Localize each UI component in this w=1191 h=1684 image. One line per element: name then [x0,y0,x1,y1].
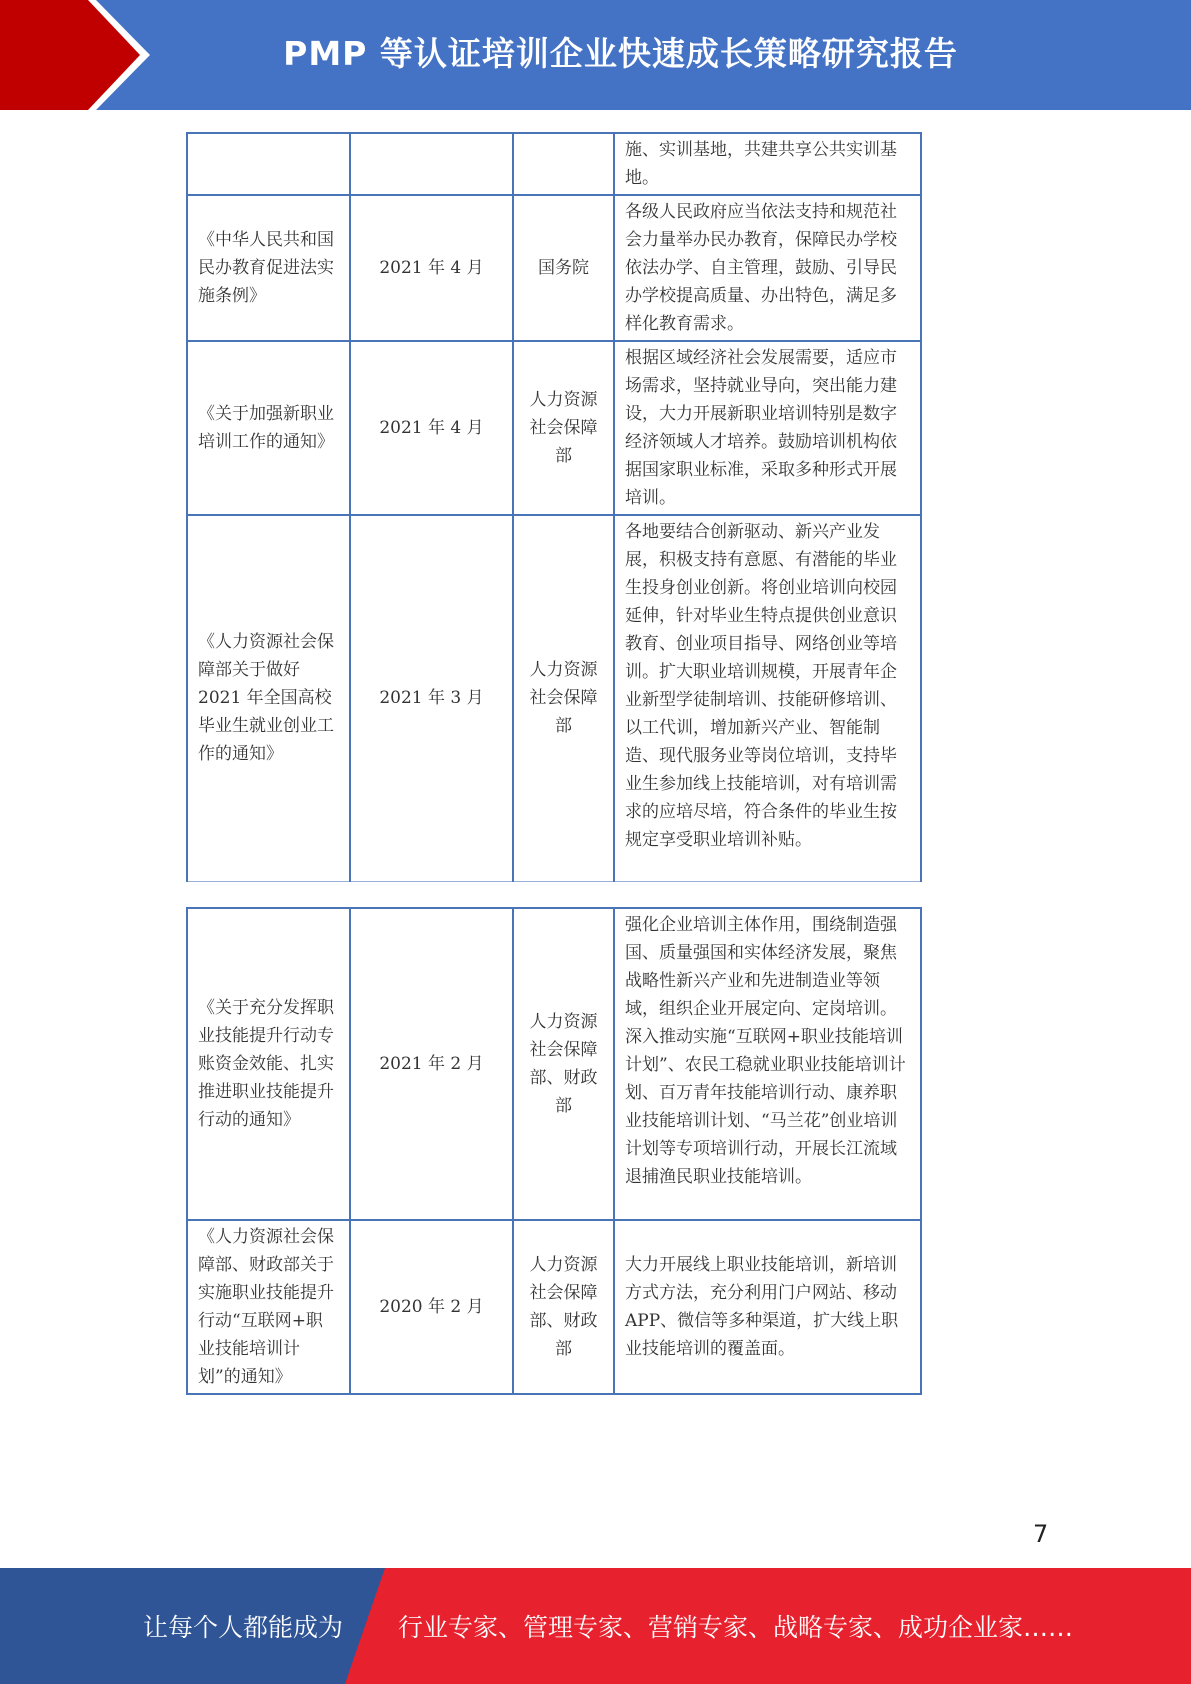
policy-dept-cell: 人力资源社会保障部、财政部 [513,1220,614,1394]
policy-name-cell: 《人力资源社会保障部、财政部关于实施职业技能提升行动“互联网+职业技能培训计划”的通知》 [187,1220,350,1394]
policy-dept-cell: 人力资源社会保障部 [513,515,614,881]
table-row [187,515,921,881]
footer-slogan-right: 行业专家、管理专家、营销专家、战略专家、成功企业家…… [398,1613,1074,1642]
policy-dept-cell: 国务院 [513,195,614,341]
policy-content-cell: 各级人民政府应当依法支持和规范社会力量举办民办教育，保障民办学校依法办学、自主管理，鼓励、引导民办学校提高质量、办出特色，满足多样化教育需求。 [614,195,921,341]
policy-date-cell: 2021 年 3 月 [350,515,513,881]
table-row [187,195,921,341]
policy-content-cell: 强化企业培训主体作用，围绕制造强国、质量强国和实体经济发展，聚焦战略性新兴产业和先进制造业等领域，组织企业开展定向、定岗培训。深入推动实施“互联网+职业技能培训计划”、农民工稳就业职业技能培训计划、百万青年技能培训行动、康养职业技能培训计划、“马兰花”创业培训计划等专项培训行动，开展长江流域退捕渔民职业技能培训。 [614,908,921,1220]
header-chevron-icon [0,0,140,110]
policy-table [186,907,922,1395]
footer-slogan-left: 让每个人都能成为 [143,1613,344,1642]
policy-table-continued [186,132,922,882]
table-row [187,133,921,195]
page-number: 7 [1033,1520,1049,1548]
table-row [187,908,921,1220]
policy-content-cell: 施、实训基地，共建共享公共实训基地。 [614,133,921,195]
policy-date-cell: 2020 年 2 月 [350,1220,513,1394]
policy-date-cell [350,133,513,195]
policy-date-cell: 2021 年 2 月 [350,908,513,1220]
policy-name-cell: 《关于加强新职业培训工作的通知》 [187,341,350,515]
table-row [187,341,921,515]
policy-dept-cell: 人力资源社会保障部 [513,341,614,515]
policy-date-cell: 2021 年 4 月 [350,195,513,341]
policy-dept-cell: 人力资源社会保障部、财政部 [513,908,614,1220]
page-header [0,0,1191,110]
header-title: PMP 等认证培训企业快速成长策略研究报告 [283,34,958,73]
policy-dept-cell [513,133,614,195]
policy-name-cell: 《中华人民共和国民办教育促进法实施条例》 [187,195,350,341]
policy-content-cell: 根据区域经济社会发展需要，适应市场需求，坚持就业导向，突出能力建设，大力开展新职业培训特别是数字经济领域人才培养。鼓励培训机构依据国家职业标准，采取多种形式开展培训。 [614,341,921,515]
policy-name-cell [187,133,350,195]
policy-name-cell: 《关于充分发挥职业技能提升行动专账资金效能、扎实推进职业技能提升行动的通知》 [187,908,350,1220]
policy-content-cell: 大力开展线上职业技能培训，新培训方式方法，充分利用门户网站、移动 APP、微信等多种渠道，扩大线上职业技能培训的覆盖面。 [614,1220,921,1394]
table-row [187,1220,921,1394]
page-footer [0,1568,1191,1684]
policy-name-cell: 《人力资源社会保障部关于做好 2021 年全国高校毕业生就业创业工作的通知》 [187,515,350,881]
policy-content-cell: 各地要结合创新驱动、新兴产业发展，积极支持有意愿、有潜能的毕业生投身创业创新。将创业培训向校园延伸，针对毕业生特点提供创业意识教育、创业项目指导、网络创业等培训。扩大职业培训规模，开展青年企业新型学徒制培训、技能研修培训、以工代训，增加新兴产业、智能制造、现代服务业等岗位培训，支持毕业生参加线上技能培训，对有培训需求的应培尽培，符合条件的毕业生按规定享受职业培训补贴。 [614,515,921,881]
policy-date-cell: 2021 年 4 月 [350,341,513,515]
